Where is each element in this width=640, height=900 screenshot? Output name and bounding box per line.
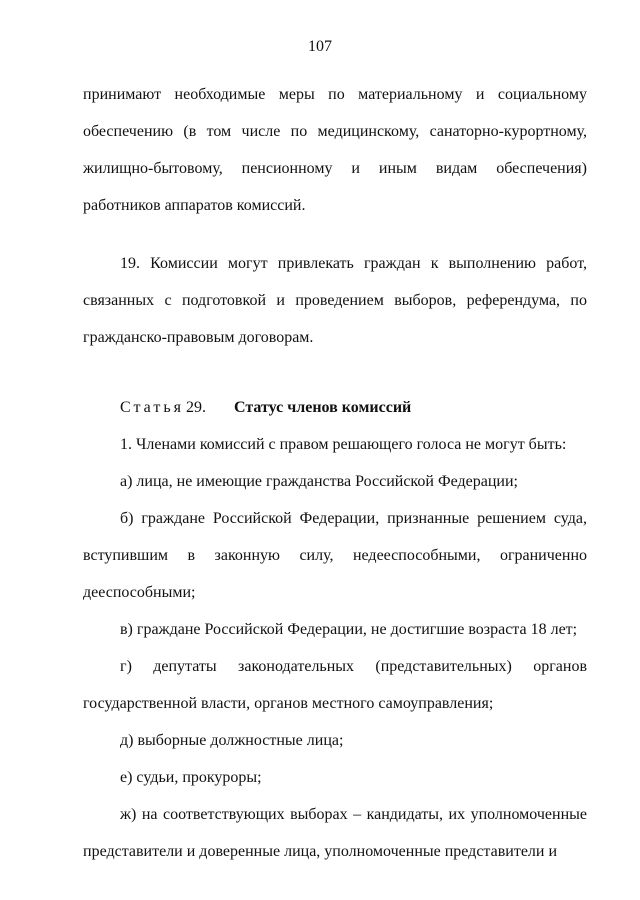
- document-body: [83, 76, 587, 870]
- article-subitem-b: б) граждане Российской Федерации, признанные решением суда, вступившим в законную силу, недееспособными, ограниченно дееспособными;: [83, 510, 587, 601]
- article-subitem-a: а) лица, не имеющие гражданства Российской Федерации;: [120, 473, 518, 490]
- article-subitem-g: г) депутаты законодательных (представительных) органов государственной власти, органов местного самоуправления;: [83, 658, 587, 712]
- article-subitem-d: д) выборные должностные лица;: [120, 732, 344, 749]
- page-number: 107: [308, 38, 332, 55]
- article-subitem-zh: ж) на соответствующих выборах – кандидаты, их уполномоченные представители и доверенные лица, уполномоченные представители и: [83, 806, 587, 860]
- article-title: Статус членов комиссий: [233, 399, 412, 416]
- paragraph-continuation: принимают необходимые меры по материальному и социальному обеспечению (в том числе по медицинскому, санаторно-курортному, жилищно-бытовому, пенсионному и иным видам обеспечения) работников аппаратов комиссий.: [83, 86, 587, 214]
- article-subitem-e: е) судьи, прокуроры;: [120, 769, 262, 786]
- article-subitem-v: в) граждане Российской Федерации, не достигшие возраста 18 лет;: [120, 621, 578, 638]
- paragraph-item-19: 19. Комиссии могут привлекать граждан к выполнению работ, связанных с подготовкой и проведением выборов, референдума, по гражданско-правовым договорам.: [83, 255, 587, 346]
- article-label: Статья: [120, 399, 184, 416]
- article-number: 29.: [185, 399, 206, 416]
- article-heading: [83, 389, 587, 426]
- article-item-1: 1. Членами комиссий с правом решающего голоса не могут быть:: [120, 436, 567, 453]
